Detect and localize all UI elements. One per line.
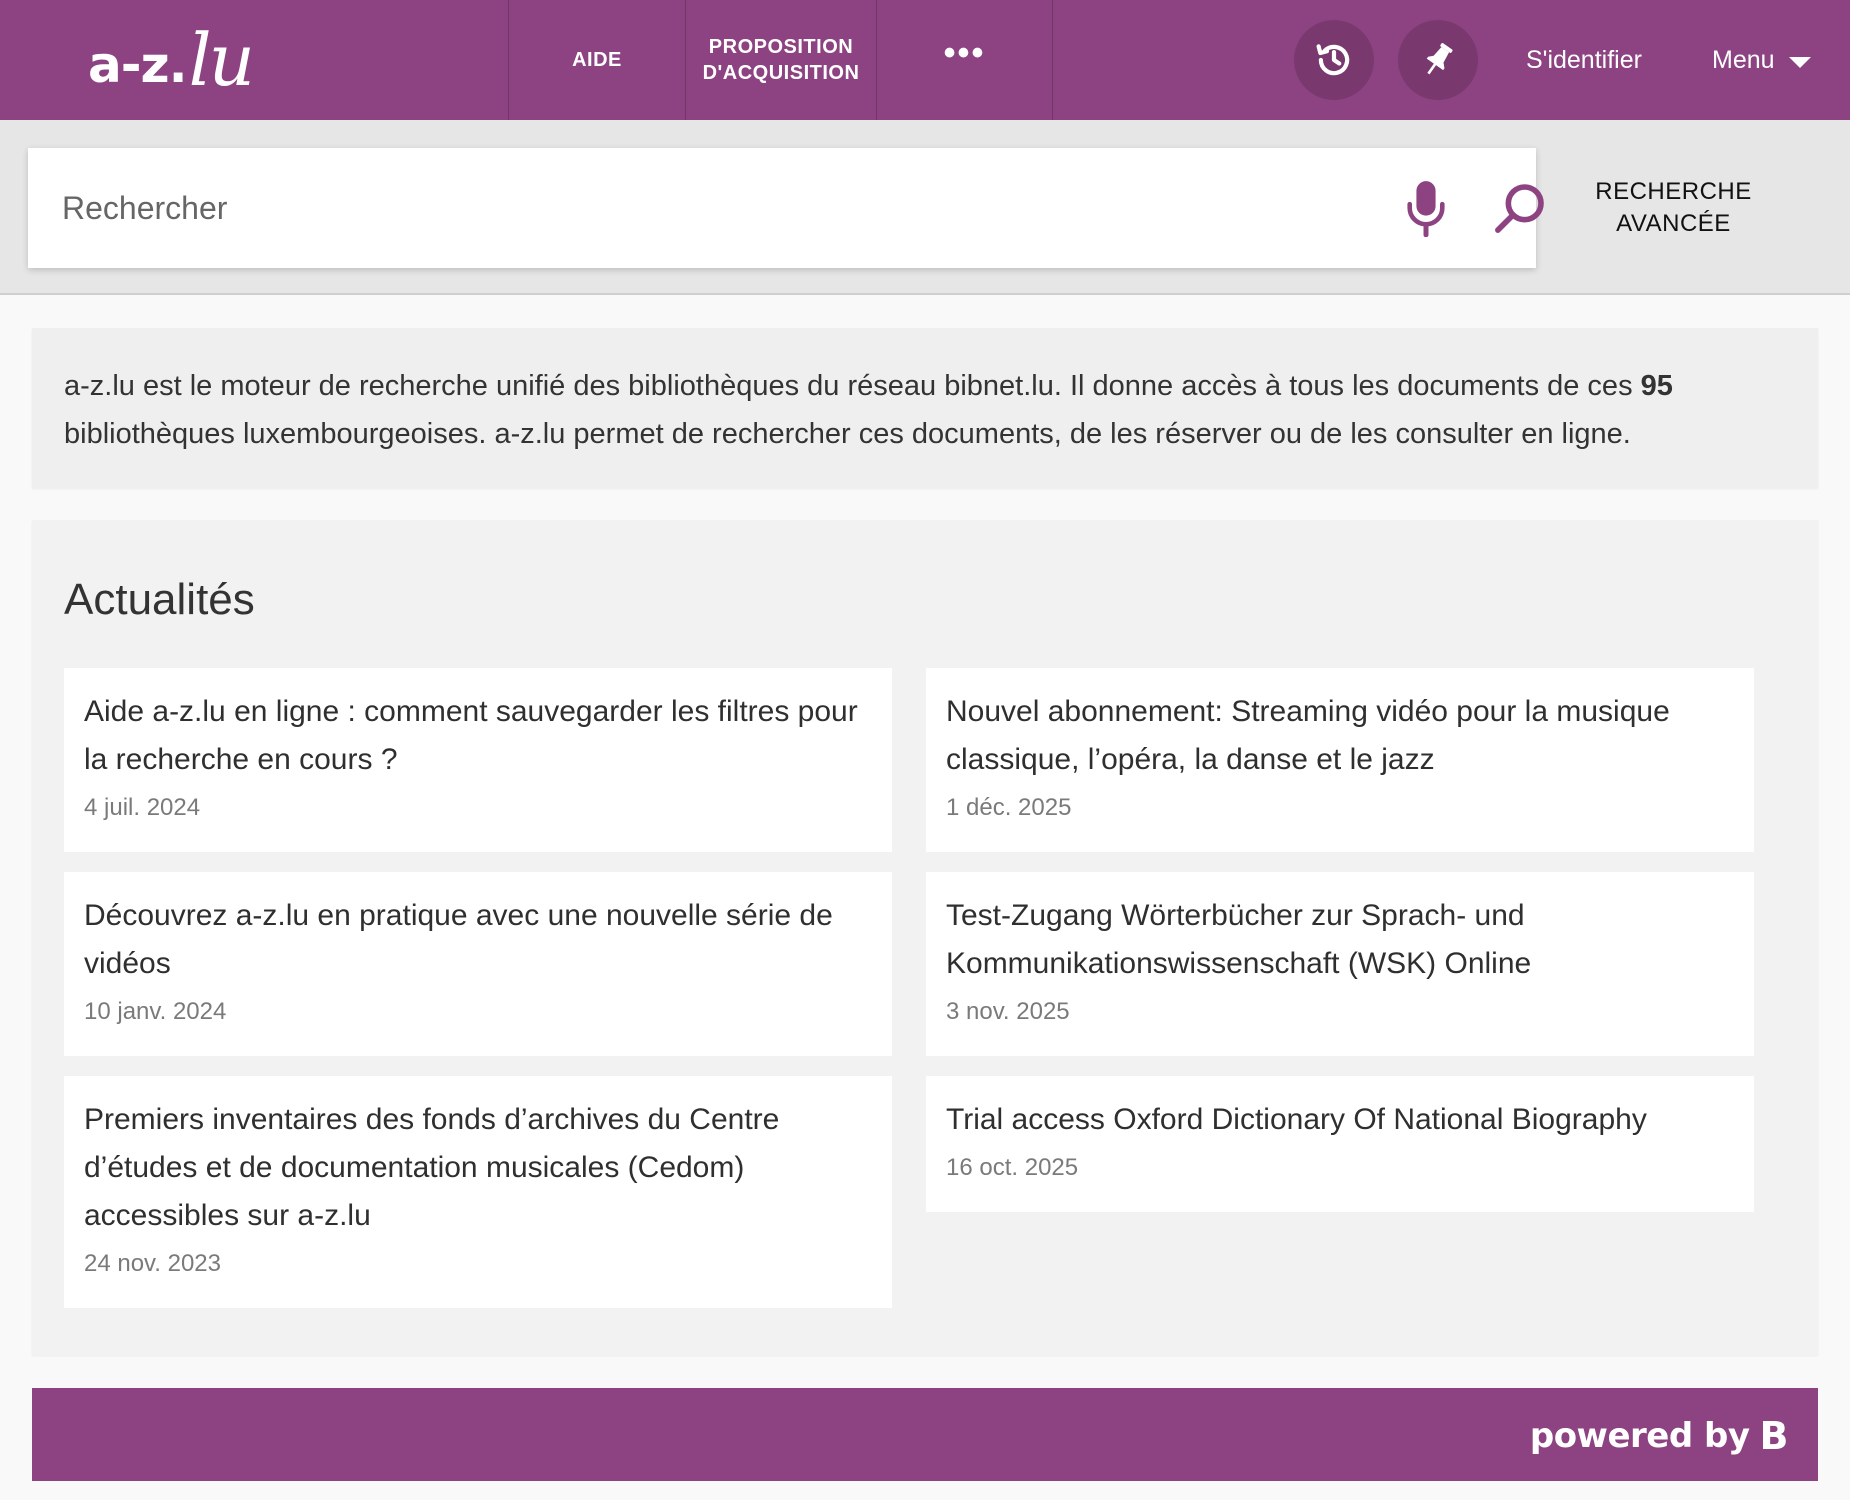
intro-text-end: bibliothèques luxembourgeoises. a-z.lu permet de rechercher ces documents, de les réserver ou de les consulter en ligne. (64, 418, 1631, 450)
search-box (28, 148, 1536, 268)
news-item[interactable] (926, 1076, 1754, 1212)
nav-item-proposition-acquisition[interactable] (686, 0, 876, 120)
intro-text-start: a-z.lu est le moteur de recherche unifié des bibliothèques du réseau bibnet.lu. Il donne accès à tous les documents de ces (64, 370, 1641, 402)
advanced-search-label (1595, 176, 1752, 240)
microphone-icon (1403, 179, 1449, 237)
advanced-search-line1: RECHERCHE (1595, 178, 1752, 205)
pin-icon (1418, 40, 1458, 80)
news-item-title: Nouvel abonnement: Streaming vidéo pour la musique classique, l’opéra, la danse et le jazz (946, 695, 1670, 776)
more-dots-icon: ••• (943, 34, 986, 72)
news-item-date: 3 nov. 2025 (946, 998, 1070, 1025)
news-section (32, 520, 1818, 1355)
news-item-title: Test-Zugang Wörterbücher zur Sprach- und Kommunikationswissenschaft (WSK) Online (946, 899, 1532, 980)
news-item[interactable] (64, 668, 892, 852)
powered-by-link[interactable] (1530, 1414, 1788, 1458)
login-link[interactable] (1526, 0, 1642, 120)
news-item-date: 4 juil. 2024 (84, 794, 201, 821)
site-logo[interactable] (88, 18, 252, 102)
nav-divider (1052, 0, 1053, 120)
nav-item-proposition-label (703, 34, 860, 86)
news-item-title: Premiers inventaires des fonds d’archives du Centre d’études et de documentation musicales (Cedom) accessibles sur a-z.lu (84, 1103, 780, 1232)
search-icon (1492, 180, 1548, 236)
pinned-items-button[interactable] (1398, 20, 1478, 100)
top-navigation-bar (0, 0, 1850, 120)
news-item[interactable] (926, 668, 1754, 852)
search-input[interactable] (28, 148, 1358, 268)
logo-text: a-z. (88, 36, 187, 94)
news-item[interactable] (64, 1076, 892, 1308)
nav-item-aide[interactable] (509, 0, 685, 120)
news-item-date: 16 oct. 2025 (946, 1154, 1079, 1181)
news-heading: Actualités (64, 575, 255, 624)
powered-by-label: powered by (1529, 1416, 1750, 1456)
login-label: S'identifier (1526, 45, 1642, 74)
search-submit-button[interactable] (1488, 176, 1552, 240)
nav-item-aide-label: AIDE (572, 49, 622, 71)
brand-mark-icon: B (1759, 1414, 1788, 1458)
news-item-title: Trial access Oxford Dictionary Of National Biography (946, 1103, 1647, 1136)
news-item-date: 10 janv. 2024 (84, 998, 227, 1025)
nav-item-proposition-line1: PROPOSITION (708, 36, 854, 58)
voice-search-button[interactable] (1394, 176, 1458, 240)
library-count: 95 (1640, 370, 1673, 402)
intro-description (32, 328, 1818, 488)
search-history-button[interactable] (1294, 20, 1374, 100)
site-footer (32, 1388, 1818, 1481)
nav-item-proposition-line2: D'ACQUISITION (702, 62, 860, 84)
caret-down-icon (1789, 57, 1811, 68)
menu-label: Menu (1712, 45, 1775, 74)
advanced-search-line2: AVANCÉE (1616, 210, 1731, 237)
news-item[interactable] (926, 872, 1754, 1056)
logo-suffix: lu (188, 18, 252, 102)
news-item-title: Découvrez a-z.lu en pratique avec une nouvelle série de vidéos (84, 899, 833, 980)
search-bar-section (0, 120, 1850, 295)
history-icon (1313, 39, 1355, 81)
main-menu-button[interactable] (1712, 0, 1811, 120)
advanced-search-link[interactable] (1556, 148, 1791, 268)
news-item-title: Aide a-z.lu en ligne : comment sauvegarder les filtres pour la recherche en cours ? (84, 695, 858, 776)
news-item-date: 1 déc. 2025 (946, 794, 1072, 821)
news-item-date: 24 nov. 2023 (84, 1250, 222, 1277)
news-item[interactable] (64, 872, 892, 1056)
more-menu-button[interactable] (877, 0, 1052, 120)
